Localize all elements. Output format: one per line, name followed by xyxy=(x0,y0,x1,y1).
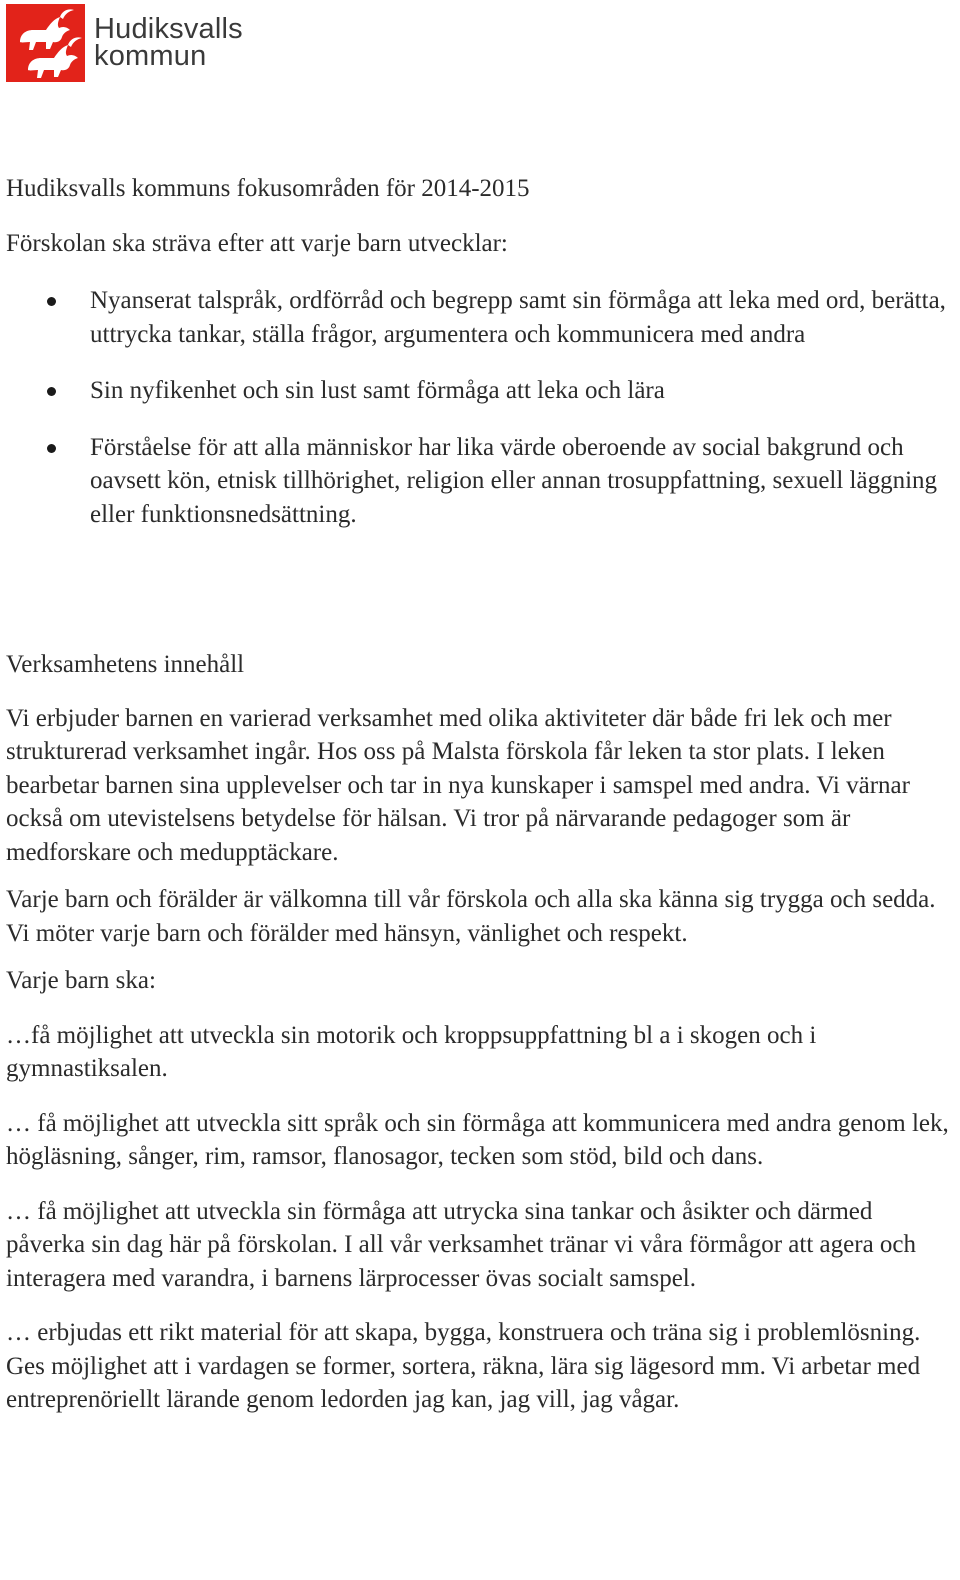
list-item-text: Nyanserat talspråk, ordförråd och begrepp samt sin förmåga att leka med ord, berätta, uttrycka tankar, ställa frågor, argumentera och kommunicera med andra xyxy=(90,287,946,348)
logo-line-1: Hudiksvalls xyxy=(94,13,243,45)
document-body xyxy=(6,172,954,1417)
paragraph: … få möjlighet att utveckla sin förmåga att utrycka sina tankar och åsikter och därmed påverka sin dag här på förskolan. I all vår verksamhet tränar vi våra förmågor att agera och interagera med varandra, i barnens lärprocesser övas socialt samspel. xyxy=(6,1197,917,1292)
logo-line-2: kommun xyxy=(94,40,207,72)
goat-coat-of-arms-icon xyxy=(6,4,85,82)
list-item xyxy=(6,431,954,532)
paragraph: Vi erbjuder barnen en varierad verksamhet med olika aktiviteter där både fri lek och mer strukturerad verksamhet ingår. Hos oss på Malsta förskola får leken ta stor plats. I leken bearbetar barnen sina upplevelser och tar in nya kunskaper i samspel med andra. Vi värnar också om utevistelsens betydelse för hälsan. Vi tror på närvarande pedagoger som är medforskare och medupptäckare. xyxy=(6,704,910,866)
paragraph: Varje barn ska: xyxy=(6,967,156,994)
municipality-logo xyxy=(6,4,243,82)
paragraph: … få möjlighet att utveckla sitt språk och sin förmåga att kommunicera med andra genom lek, högläsning, sånger, rim, ramsor, flanosagor, tecken som stöd, bild och dans. xyxy=(6,1109,949,1170)
list-item xyxy=(6,374,954,408)
list-item-text: Förståelse för att alla människor har lika värde oberoende av social bakgrund och oavsett kön, etnisk tillhörighet, religion eller annan trosuppfattning, sexuell läggning eller funktionsnedsättning. xyxy=(90,433,938,528)
list-item-text: Sin nyfikenhet och sin lust samt förmåga att leka och lära xyxy=(90,377,665,404)
bullet-icon xyxy=(47,297,56,306)
document-title: Hudiksvalls kommuns fokusområden för 2014-2015 xyxy=(6,175,530,202)
bullet-icon xyxy=(47,444,56,453)
paragraph: … erbjudas ett rikt material för att skapa, bygga, konstruera och träna sig i problemlösning. Ges möjlighet att i vardagen se former, sortera, räkna, lära sig lägesord mm. Vi arbetar med entreprenöriellt lärande genom ledorden jag kan, jag vill, jag vågar. xyxy=(6,1319,921,1413)
paragraph: Varje barn och förälder är välkomna till vår förskola och alla ska känna sig trygga och sedda. xyxy=(6,886,936,913)
paragraph: Vi möter varje barn och förälder med hänsyn, vänlighet och respekt. xyxy=(6,919,688,947)
logo-wordmark xyxy=(94,13,243,72)
focus-intro: Förskolan ska sträva efter att varje barn utvecklar: xyxy=(6,229,508,257)
list-item xyxy=(6,284,954,351)
section-heading: Verksamhetens innehåll xyxy=(6,651,245,678)
bullet-icon xyxy=(47,387,56,396)
paragraph: …få möjlighet att utveckla sin motorik och kroppsuppfattning bl a i skogen och i gymnastiksalen. xyxy=(6,1021,817,1082)
focus-list xyxy=(6,284,954,531)
